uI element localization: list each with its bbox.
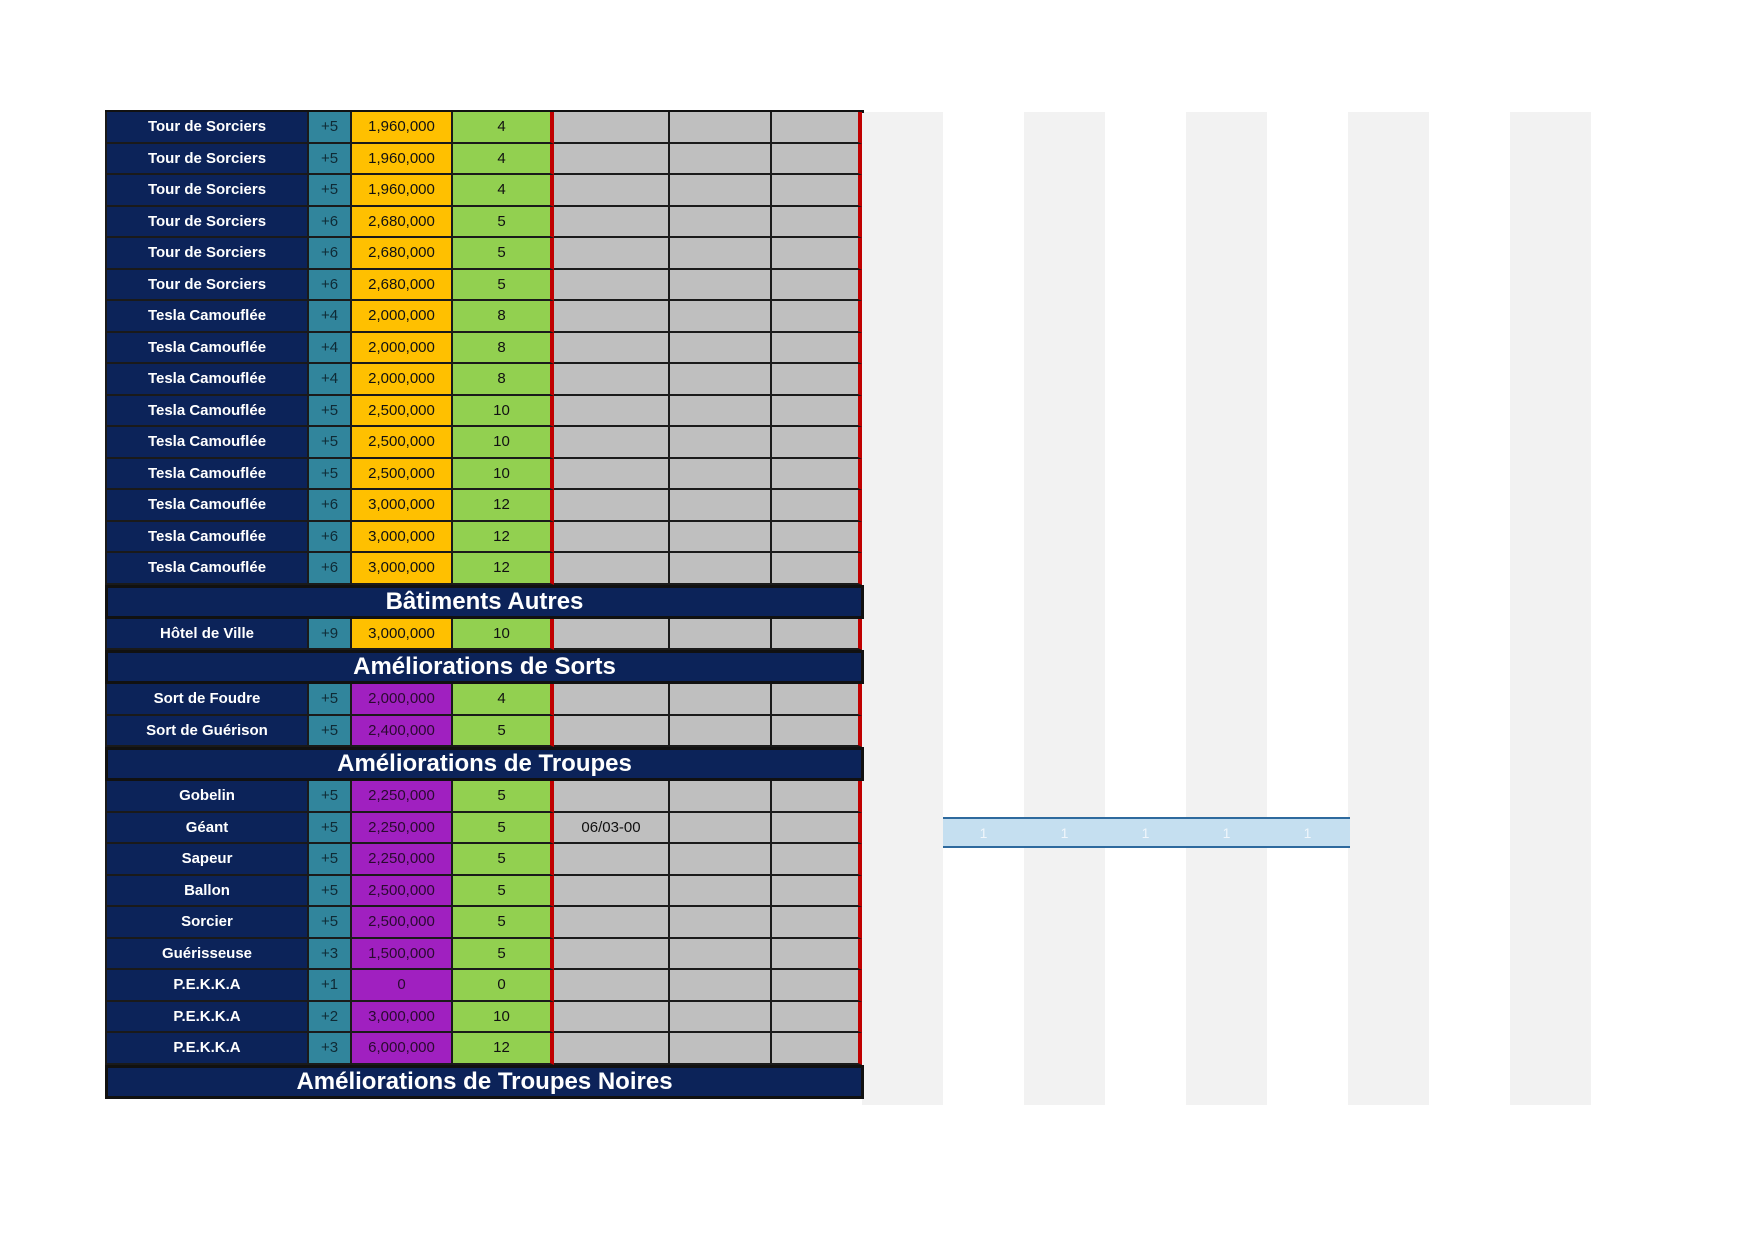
empty-cell[interactable] — [772, 270, 862, 302]
date-cell[interactable]: 06/03-00 — [554, 813, 670, 845]
cost-cell[interactable]: 3,000,000 — [352, 522, 453, 554]
cost-cell[interactable]: 2,000,000 — [352, 301, 453, 333]
table-row — [105, 144, 865, 176]
empty-cell[interactable] — [772, 396, 862, 428]
item-name-cell[interactable]: Tour de Sorciers — [105, 207, 309, 239]
empty-cell[interactable] — [670, 459, 772, 491]
cost-cell[interactable]: 3,000,000 — [352, 1002, 453, 1034]
days-cell[interactable]: 0 — [453, 970, 554, 1002]
item-name-cell[interactable]: Tesla Camouflée — [105, 364, 309, 396]
days-cell[interactable]: 5 — [453, 238, 554, 270]
empty-cell[interactable] — [772, 175, 862, 207]
date-cell[interactable] — [554, 364, 670, 396]
gantt-bar-value: 1 — [979, 824, 988, 841]
date-cell[interactable] — [554, 553, 670, 585]
item-name-cell[interactable]: Tour de Sorciers — [105, 112, 309, 144]
table-row — [105, 619, 865, 651]
empty-cell[interactable] — [670, 301, 772, 333]
date-cell[interactable] — [554, 716, 670, 748]
days-cell[interactable]: 5 — [453, 781, 554, 813]
empty-cell[interactable] — [772, 970, 862, 1002]
cost-cell[interactable]: 1,960,000 — [352, 112, 453, 144]
days-cell[interactable]: 8 — [453, 333, 554, 365]
empty-cell[interactable] — [772, 333, 862, 365]
item-name-cell[interactable]: Gobelin — [105, 781, 309, 813]
empty-cell[interactable] — [772, 207, 862, 239]
date-cell[interactable] — [554, 1002, 670, 1034]
level-cell[interactable]: +6 — [309, 522, 352, 554]
days-cell[interactable]: 12 — [453, 522, 554, 554]
level-cell[interactable]: +6 — [309, 490, 352, 522]
cost-cell[interactable]: 2,500,000 — [352, 907, 453, 939]
date-cell[interactable] — [554, 522, 670, 554]
table-row — [105, 490, 865, 522]
level-cell[interactable]: +5 — [309, 781, 352, 813]
empty-cell[interactable] — [772, 490, 862, 522]
date-cell[interactable] — [554, 907, 670, 939]
gantt-column-stripe — [1186, 112, 1267, 1105]
gantt-bar — [943, 817, 1350, 848]
cost-cell[interactable]: 2,000,000 — [352, 333, 453, 365]
empty-cell[interactable] — [772, 844, 862, 876]
table-row — [105, 396, 865, 428]
upgrade-table — [105, 112, 865, 1099]
days-cell[interactable]: 12 — [453, 553, 554, 585]
item-name-cell[interactable]: Hôtel de Ville — [105, 619, 309, 651]
days-cell[interactable]: 5 — [453, 939, 554, 971]
empty-cell[interactable] — [772, 364, 862, 396]
empty-cell[interactable] — [670, 907, 772, 939]
days-cell[interactable]: 5 — [453, 207, 554, 239]
item-name-cell[interactable]: Tesla Camouflée — [105, 301, 309, 333]
level-cell[interactable]: +5 — [309, 144, 352, 176]
empty-cell[interactable] — [772, 112, 862, 144]
empty-cell[interactable] — [670, 813, 772, 845]
date-cell[interactable] — [554, 490, 670, 522]
table-row — [105, 813, 865, 845]
item-name-cell[interactable]: Sorcier — [105, 907, 309, 939]
level-cell[interactable]: +5 — [309, 459, 352, 491]
days-cell[interactable]: 10 — [453, 619, 554, 651]
cost-cell[interactable]: 2,250,000 — [352, 844, 453, 876]
empty-cell[interactable] — [670, 619, 772, 651]
days-cell[interactable]: 4 — [453, 684, 554, 716]
days-cell[interactable]: 5 — [453, 270, 554, 302]
gantt-bar-value: 1 — [1222, 824, 1231, 841]
empty-cell[interactable] — [772, 1033, 862, 1065]
section-header: Améliorations de Sorts — [105, 650, 864, 684]
empty-cell[interactable] — [670, 781, 772, 813]
item-name-cell[interactable]: P.E.K.K.A — [105, 970, 309, 1002]
empty-cell[interactable] — [772, 684, 862, 716]
days-cell[interactable]: 12 — [453, 1033, 554, 1065]
cost-cell[interactable]: 2,000,000 — [352, 364, 453, 396]
empty-cell[interactable] — [670, 553, 772, 585]
gantt-bar-value: 1 — [1060, 824, 1069, 841]
empty-cell[interactable] — [772, 1002, 862, 1034]
date-cell[interactable] — [554, 781, 670, 813]
level-cell[interactable]: +1 — [309, 970, 352, 1002]
item-name-cell[interactable]: Sort de Foudre — [105, 684, 309, 716]
item-name-cell[interactable]: Tour de Sorciers — [105, 144, 309, 176]
level-cell[interactable]: +5 — [309, 684, 352, 716]
level-cell[interactable]: +6 — [309, 553, 352, 585]
empty-cell[interactable] — [670, 522, 772, 554]
days-cell[interactable]: 5 — [453, 907, 554, 939]
cost-cell[interactable]: 2,500,000 — [352, 876, 453, 908]
table-row — [105, 207, 865, 239]
empty-cell[interactable] — [772, 553, 862, 585]
cost-cell[interactable]: 3,000,000 — [352, 553, 453, 585]
date-cell[interactable] — [554, 970, 670, 1002]
empty-cell[interactable] — [670, 396, 772, 428]
gantt-column-stripe — [1510, 112, 1591, 1105]
days-cell[interactable]: 4 — [453, 144, 554, 176]
days-cell[interactable]: 10 — [453, 459, 554, 491]
cost-cell[interactable]: 1,500,000 — [352, 939, 453, 971]
empty-cell[interactable] — [670, 207, 772, 239]
days-cell[interactable]: 5 — [453, 844, 554, 876]
level-cell[interactable]: +5 — [309, 813, 352, 845]
date-cell[interactable] — [554, 1033, 670, 1065]
item-name-cell[interactable]: P.E.K.K.A — [105, 1002, 309, 1034]
cost-cell[interactable]: 3,000,000 — [352, 619, 453, 651]
level-cell[interactable]: +5 — [309, 112, 352, 144]
empty-cell[interactable] — [670, 427, 772, 459]
item-name-cell[interactable]: Tesla Camouflée — [105, 459, 309, 491]
empty-cell[interactable] — [772, 301, 862, 333]
item-name-cell[interactable]: Tour de Sorciers — [105, 238, 309, 270]
date-cell[interactable] — [554, 238, 670, 270]
date-cell[interactable] — [554, 144, 670, 176]
level-cell[interactable]: +6 — [309, 238, 352, 270]
level-cell[interactable]: +6 — [309, 270, 352, 302]
empty-cell[interactable] — [670, 939, 772, 971]
level-cell[interactable]: +4 — [309, 301, 352, 333]
empty-cell[interactable] — [670, 876, 772, 908]
date-cell[interactable] — [554, 333, 670, 365]
cost-cell[interactable]: 2,680,000 — [352, 207, 453, 239]
empty-cell[interactable] — [670, 112, 772, 144]
empty-cell[interactable] — [772, 522, 862, 554]
item-name-cell[interactable]: Tour de Sorciers — [105, 270, 309, 302]
level-cell[interactable]: +3 — [309, 939, 352, 971]
gantt-column-stripe — [862, 112, 943, 1105]
cost-cell[interactable]: 2,250,000 — [352, 813, 453, 845]
section-header: Améliorations de Troupes Noires — [105, 1065, 864, 1099]
empty-cell[interactable] — [772, 238, 862, 270]
empty-cell[interactable] — [772, 427, 862, 459]
date-cell[interactable] — [554, 207, 670, 239]
empty-cell[interactable] — [772, 907, 862, 939]
item-name-cell[interactable]: Ballon — [105, 876, 309, 908]
table-row — [105, 301, 865, 333]
table-row — [105, 553, 865, 585]
cost-cell[interactable]: 1,960,000 — [352, 175, 453, 207]
item-name-cell[interactable]: Tesla Camouflée — [105, 490, 309, 522]
empty-cell[interactable] — [772, 459, 862, 491]
table-row — [105, 907, 865, 939]
gantt-column-stripe — [1348, 112, 1429, 1105]
date-cell[interactable] — [554, 396, 670, 428]
item-name-cell[interactable]: Tesla Camouflée — [105, 396, 309, 428]
date-cell[interactable] — [554, 427, 670, 459]
level-cell[interactable]: +4 — [309, 364, 352, 396]
date-cell[interactable] — [554, 459, 670, 491]
empty-cell[interactable] — [670, 490, 772, 522]
item-name-cell[interactable]: Tesla Camouflée — [105, 427, 309, 459]
cost-cell[interactable]: 1,960,000 — [352, 144, 453, 176]
cost-cell[interactable]: 2,000,000 — [352, 684, 453, 716]
item-name-cell[interactable]: Tesla Camouflée — [105, 522, 309, 554]
table-row — [105, 1033, 865, 1065]
level-cell[interactable]: +5 — [309, 716, 352, 748]
item-name-cell[interactable]: Sapeur — [105, 844, 309, 876]
date-cell[interactable] — [554, 939, 670, 971]
date-cell[interactable] — [554, 876, 670, 908]
section-header: Bâtiments Autres — [105, 585, 864, 619]
section-header: Améliorations de Troupes — [105, 747, 864, 781]
empty-cell[interactable] — [670, 364, 772, 396]
table-row — [105, 716, 865, 748]
days-cell[interactable]: 5 — [453, 876, 554, 908]
cost-cell[interactable]: 2,500,000 — [352, 427, 453, 459]
date-cell[interactable] — [554, 619, 670, 651]
empty-cell[interactable] — [670, 238, 772, 270]
empty-cell[interactable] — [670, 175, 772, 207]
empty-cell[interactable] — [772, 619, 862, 651]
date-cell[interactable] — [554, 844, 670, 876]
empty-cell[interactable] — [670, 1002, 772, 1034]
cost-cell[interactable]: 2,500,000 — [352, 396, 453, 428]
level-cell[interactable]: +6 — [309, 207, 352, 239]
empty-cell[interactable] — [772, 876, 862, 908]
days-cell[interactable]: 8 — [453, 301, 554, 333]
cost-cell[interactable]: 2,680,000 — [352, 270, 453, 302]
item-name-cell[interactable]: Guérisseuse — [105, 939, 309, 971]
level-cell[interactable]: +9 — [309, 619, 352, 651]
level-cell[interactable]: +5 — [309, 907, 352, 939]
table-row — [105, 781, 865, 813]
table-row — [105, 1002, 865, 1034]
days-cell[interactable]: 8 — [453, 364, 554, 396]
empty-cell[interactable] — [670, 844, 772, 876]
days-cell[interactable]: 10 — [453, 427, 554, 459]
table-row — [105, 970, 865, 1002]
table-row — [105, 684, 865, 716]
days-cell[interactable]: 5 — [453, 716, 554, 748]
table-row — [105, 939, 865, 971]
cost-cell[interactable]: 6,000,000 — [352, 1033, 453, 1065]
item-name-cell[interactable]: Géant — [105, 813, 309, 845]
table-row — [105, 876, 865, 908]
days-cell[interactable]: 4 — [453, 175, 554, 207]
level-cell[interactable]: +5 — [309, 396, 352, 428]
level-cell[interactable]: +3 — [309, 1033, 352, 1065]
item-name-cell[interactable]: Tour de Sorciers — [105, 175, 309, 207]
level-cell[interactable]: +5 — [309, 844, 352, 876]
date-cell[interactable] — [554, 684, 670, 716]
cost-cell[interactable]: 3,000,000 — [352, 490, 453, 522]
table-row — [105, 364, 865, 396]
empty-cell[interactable] — [670, 716, 772, 748]
gantt-column-stripe — [1024, 112, 1105, 1105]
empty-cell[interactable] — [772, 781, 862, 813]
days-cell[interactable]: 10 — [453, 1002, 554, 1034]
cost-cell[interactable]: 2,680,000 — [352, 238, 453, 270]
empty-cell[interactable] — [670, 684, 772, 716]
empty-cell[interactable] — [772, 716, 862, 748]
level-cell[interactable]: +4 — [309, 333, 352, 365]
empty-cell[interactable] — [772, 939, 862, 971]
days-cell[interactable]: 5 — [453, 813, 554, 845]
empty-cell[interactable] — [772, 813, 862, 845]
empty-cell[interactable] — [670, 333, 772, 365]
empty-cell[interactable] — [670, 144, 772, 176]
item-name-cell[interactable]: Tesla Camouflée — [105, 553, 309, 585]
empty-cell[interactable] — [670, 1033, 772, 1065]
item-name-cell[interactable]: Tesla Camouflée — [105, 333, 309, 365]
gantt-bar-value: 1 — [1303, 824, 1312, 841]
empty-cell[interactable] — [670, 270, 772, 302]
table-row — [105, 238, 865, 270]
level-cell[interactable]: +5 — [309, 175, 352, 207]
date-cell[interactable] — [554, 175, 670, 207]
date-cell[interactable] — [554, 270, 670, 302]
table-row — [105, 175, 865, 207]
cost-cell[interactable]: 2,500,000 — [352, 459, 453, 491]
empty-cell[interactable] — [670, 970, 772, 1002]
table-row — [105, 459, 865, 491]
table-row — [105, 522, 865, 554]
days-cell[interactable]: 10 — [453, 396, 554, 428]
level-cell[interactable]: +5 — [309, 427, 352, 459]
item-name-cell[interactable]: Sort de Guérison — [105, 716, 309, 748]
table-row — [105, 427, 865, 459]
table-row — [105, 333, 865, 365]
cost-cell[interactable]: 0 — [352, 970, 453, 1002]
table-row — [105, 844, 865, 876]
level-cell[interactable]: +2 — [309, 1002, 352, 1034]
cost-cell[interactable]: 2,400,000 — [352, 716, 453, 748]
days-cell[interactable]: 12 — [453, 490, 554, 522]
cost-cell[interactable]: 2,250,000 — [352, 781, 453, 813]
days-cell[interactable]: 4 — [453, 112, 554, 144]
date-cell[interactable] — [554, 112, 670, 144]
table-row — [105, 112, 865, 144]
item-name-cell[interactable]: P.E.K.K.A — [105, 1033, 309, 1065]
table-row — [105, 270, 865, 302]
empty-cell[interactable] — [772, 144, 862, 176]
gantt-bar-value: 1 — [1141, 824, 1150, 841]
level-cell[interactable]: +5 — [309, 876, 352, 908]
date-cell[interactable] — [554, 301, 670, 333]
